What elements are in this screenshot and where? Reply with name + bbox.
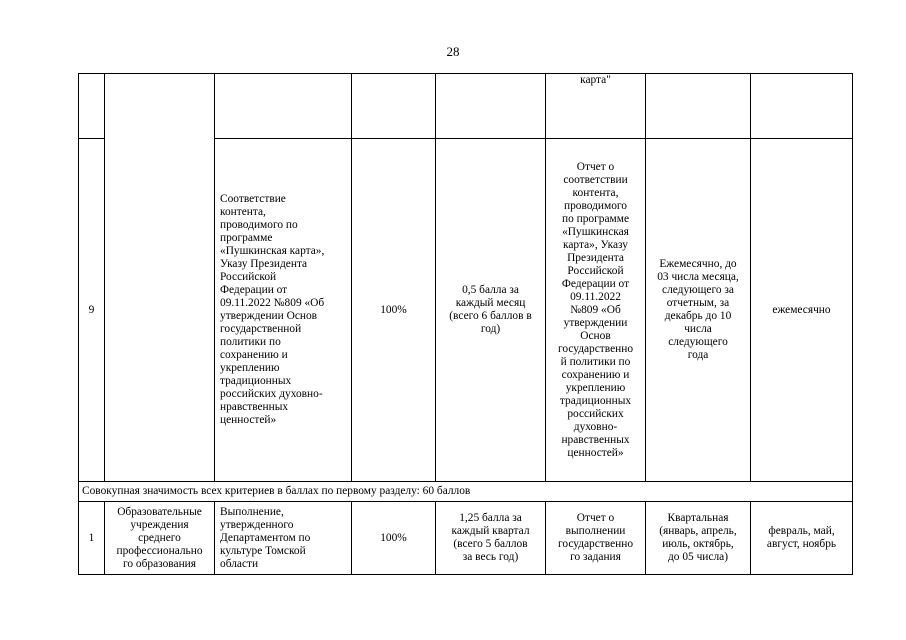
cell-deadline: Квартальная (январь, апрель, июль, октябрь, до 05 числа) <box>646 502 751 575</box>
cell-criterion-empty <box>215 74 352 139</box>
table-row-summary <box>79 482 853 502</box>
cell-weight: 100% <box>352 502 436 575</box>
cell-weight-empty <box>352 74 436 139</box>
cell-score: 0,5 балла за каждый месяц (всего 6 баллов в год) <box>436 139 546 482</box>
cell-report-tail: карта" <box>546 74 646 139</box>
cell-num-empty <box>79 74 105 139</box>
page-number: 28 <box>446 44 460 59</box>
cell-frequency: февраль, май, август, ноябрь <box>751 502 853 575</box>
cell-criterion: Выполнение, утвержденного Департаментом по культуре Томской области <box>215 502 352 575</box>
cell-report: Отчет о соответствии контента, проводимого по программе «Пушкинская карта», Указу Президента Российской Федерации от 09.11.2022 №809 «Об утверждении Основ государственно й политики по сохранению и укреплению традиционных российских духовно- нравственных ценностей» <box>546 139 646 482</box>
cell-deadline: Ежемесячно, до 03 числа месяца, следующего за отчетным, за декабрь до 10 числа следующего года <box>646 139 751 482</box>
table-row-previous <box>79 74 853 139</box>
cell-deadline-empty <box>646 74 751 139</box>
cell-institution: Образовательные учреждения среднего профессионально го образования <box>105 502 215 575</box>
table-row-1 <box>79 502 853 575</box>
cell-score-empty <box>436 74 546 139</box>
cell-weight: 100% <box>352 139 436 482</box>
cell-frequency: ежемесячно <box>751 139 853 482</box>
cell-criterion: Соответствие контента, проводимого по программе «Пушкинская карта», Указу Президента Российской Федерации от 09.11.2022 №809 «Об утверждении Основ государственной политики по сохранению и укреплению традиционных российских духовно- нравственных ценностей» <box>215 139 352 482</box>
cell-row-number: 9 <box>79 139 105 482</box>
cell-row-number: 1 <box>79 502 105 575</box>
cell-score: 1,25 балла за каждый квартал (всего 5 баллов за весь год) <box>436 502 546 575</box>
cell-institution-merged <box>105 74 215 482</box>
criteria-table <box>78 73 853 575</box>
cell-frequency-empty <box>751 74 853 139</box>
cell-report: Отчет о выполнении государственно го задания <box>546 502 646 575</box>
summary-cell: Совокупная значимость всех критериев в баллах по первому разделу: 60 баллов <box>79 482 853 502</box>
